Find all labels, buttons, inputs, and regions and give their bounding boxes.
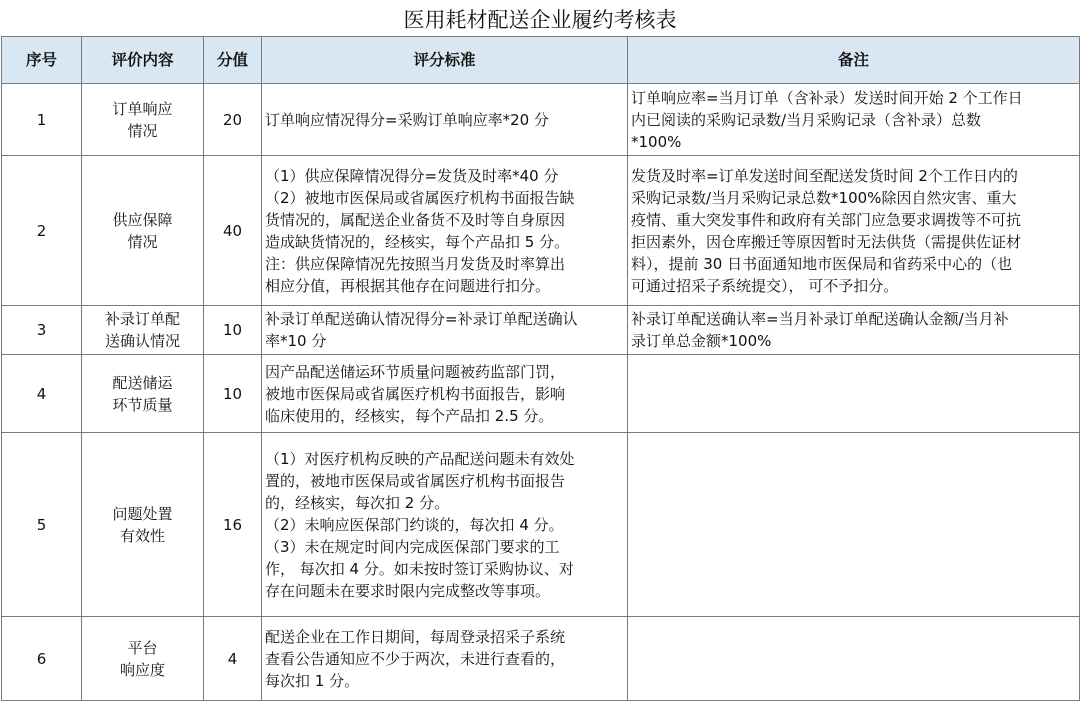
row-content-line: 情况 (127, 232, 158, 251)
row-note-line: *100% (631, 132, 682, 151)
table-title: 医用耗材配送企业履约考核表 (403, 8, 677, 32)
row-standard-line: 被地市医保局或省属医疗机构书面报告，影响 (265, 384, 566, 403)
row-content-line: 送确认情况 (104, 332, 180, 350)
row-number: 2 (2, 156, 82, 306)
row-standard-line: 货情况的，属配送企业备货不及时等自身原因 (265, 210, 566, 229)
row-score: 4 (204, 617, 262, 701)
row-standard-line: 查看公告通知应不少于两次，未进行查看的， (265, 649, 566, 668)
row-note-line: 可通过招采子系统提交）， 可不予扣分。 (631, 276, 899, 295)
row-content-line: 订单响应 (112, 99, 173, 118)
row-score: 16 (204, 433, 262, 617)
row-standard-line: （2）被地市医保局或省属医疗机构书面报告缺 (265, 188, 575, 207)
row-note-line: 料），提前 30 日书面通知地市医保局和省药采中心的（也 (631, 254, 1013, 273)
row-standard-line: 配送企业在工作日期间，每周登录招采子系统 (265, 627, 566, 646)
row-standard-line: 的，经核实，每次扣 2 分。 (265, 493, 450, 512)
row-standard-line: （1）对医疗机构反映的产品配送问题未有效处 (265, 449, 575, 468)
row-note (628, 433, 1080, 617)
row-content (82, 156, 204, 306)
row-standard-line: 造成缺货情况的，经核实，每个产品扣 5 分。 (265, 232, 570, 251)
row-standard-line: 每次扣 1 分。 (265, 671, 360, 690)
table-row (2, 355, 1080, 433)
row-note (628, 617, 1080, 701)
header-number: 序号 (2, 37, 82, 84)
row-content-line: 补录订单配 (104, 310, 180, 328)
row-number: 6 (2, 617, 82, 701)
row-standard-line: （3）未在规定时间内完成医保部门要求的工 (265, 537, 560, 556)
row-content-line: 情况 (127, 121, 158, 140)
row-number: 4 (2, 355, 82, 433)
row-note-line: 内已阅读的采购记录数/当月采购记录（含补录）总数 (631, 110, 982, 129)
row-standard-line: 相应分值，再根据其他存在问题进行扣分。 (265, 276, 551, 295)
row-note (628, 355, 1080, 433)
row-content-line: 有效性 (119, 526, 165, 545)
row-content-line: 供应保障 (112, 210, 173, 229)
row-number: 5 (2, 433, 82, 617)
row-content-line: 响应度 (119, 660, 165, 679)
row-content (82, 306, 204, 355)
row-standard (262, 617, 628, 701)
row-standard-line: 存在问题未在要求时限内完成整改等事项。 (265, 581, 551, 600)
assessment-table (1, 36, 1080, 701)
row-note (628, 306, 1080, 355)
row-content-line: 环节质量 (112, 395, 173, 414)
row-score: 10 (204, 355, 262, 433)
row-standard-line: 补录订单配送确认情况得分=补录订单配送确认 (265, 310, 578, 328)
row-standard (262, 156, 628, 306)
table-header-row (2, 37, 1080, 84)
row-standard (262, 84, 628, 156)
row-standard-line: 作， 每次扣 4 分。如未按时签订采购协议、对 (265, 559, 574, 578)
table-row (2, 156, 1080, 306)
row-standard (262, 433, 628, 617)
row-standard-line: 因产品配送储运环节质量问题被药监部门罚， (265, 362, 566, 381)
row-content (82, 84, 204, 156)
row-note-line: 采购记录数/当月采购记录总数*100%除因自然灾害、重大 (631, 188, 1017, 207)
row-standard-line: 率*10 分 (265, 332, 327, 350)
row-standard-line: （2）未响应医保部门约谈的，每次扣 4 分。 (265, 515, 564, 534)
row-standard-line: 置的，被地市医保局或省属医疗机构书面报告 (265, 471, 566, 490)
row-note-line: 订单响应率=当月订单（含补录）发送时间开始 2 个工作日 (631, 88, 1023, 107)
row-note-line: 补录订单配送确认率=当月补录订单配送确认金额/当月补 (631, 310, 1009, 328)
row-score: 20 (204, 84, 262, 156)
table-row (2, 84, 1080, 156)
row-note (628, 84, 1080, 156)
row-standard-line: （1）供应保障情况得分=发货及时率*40 分 (265, 166, 559, 185)
row-note-line: 发货及时率=订单发送时间至配送发货时间 2个工作日内的 (631, 166, 1018, 185)
header-score: 分值 (204, 37, 262, 84)
row-number: 3 (2, 306, 82, 355)
header-note: 备注 (628, 37, 1080, 84)
row-standard (262, 306, 628, 355)
row-note-line: 疫情、重大突发事件和政府有关部门应急要求调拨等不可抗 (631, 210, 1022, 229)
row-content-line: 配送储运 (112, 373, 173, 392)
row-content (82, 433, 204, 617)
row-standard-line: 订单响应情况得分=采购订单响应率*20 分 (265, 110, 549, 129)
row-note (628, 156, 1080, 306)
row-note-line: 拒因素外，因仓库搬迁等原因暂时无法供货（需提供佐证材 (631, 232, 1022, 251)
table-row (2, 617, 1080, 701)
row-content (82, 617, 204, 701)
row-score: 40 (204, 156, 262, 306)
row-standard-line: 临床使用的，经核实，每个产品扣 2.5 分。 (265, 406, 554, 425)
row-note-line: 录订单总金额*100% (631, 332, 772, 350)
header-content: 评价内容 (82, 37, 204, 84)
row-content (82, 355, 204, 433)
row-content-line: 问题处置 (112, 504, 173, 523)
row-content-line: 平台 (127, 638, 158, 657)
table-row (2, 306, 1080, 355)
row-standard (262, 355, 628, 433)
header-standard: 评分标准 (262, 37, 628, 84)
table-row (2, 433, 1080, 617)
row-standard-line: 注：供应保障情况先按照当月发货及时率算出 (265, 254, 566, 273)
row-score: 10 (204, 306, 262, 355)
row-number: 1 (2, 84, 82, 156)
